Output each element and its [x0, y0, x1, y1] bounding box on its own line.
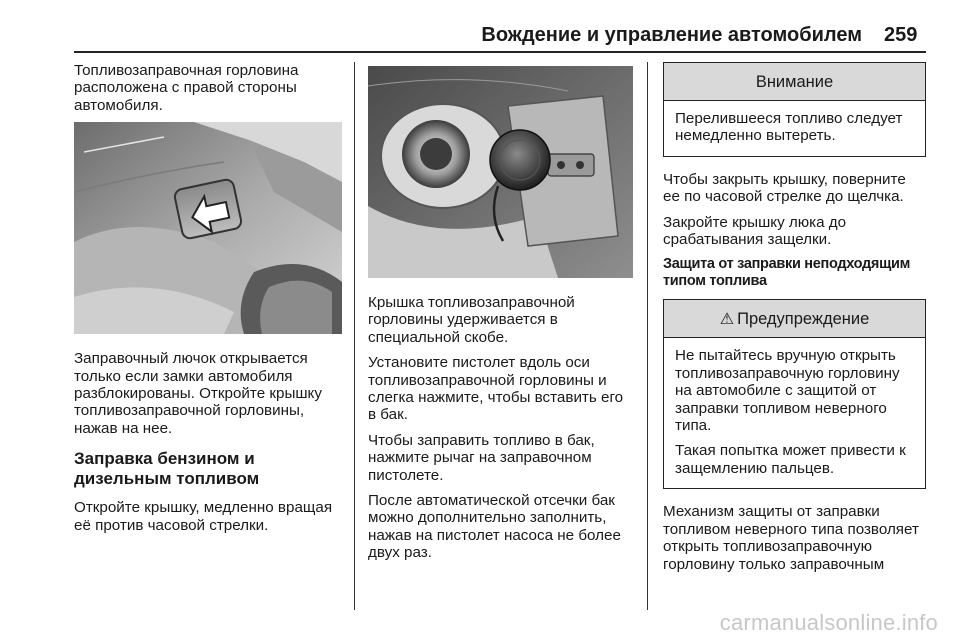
- warning-text-2: Такая попытка может привести к защемлению пальцев.: [675, 442, 906, 477]
- unlock-paragraph: Заправочный лючок открывается только если замки автомобиля разблокированы. Откройте крышку топливозаправочной горловины, нажав на нее.: [74, 350, 322, 437]
- warning-header: [664, 300, 925, 338]
- warning-text-1: Не пытайтесь вручную открыть топливозаправочную горловину на автомобиле с защитой от заправки топливом неверного типа.: [675, 347, 900, 435]
- column-divider-1: [354, 62, 355, 610]
- section-heading-misfuel: Защита от заправки неподходящим типом топлива: [663, 256, 911, 290]
- open-cap-paragraph: Откройте крышку, медленно вращая её против часовой стрелки.: [74, 499, 333, 534]
- fuel-door-arrow-icon: [74, 122, 342, 334]
- fuel-cap-bracket-icon: [368, 66, 633, 278]
- close-door-paragraph: Закройте крышку люка до срабатывания защелки.: [663, 213, 847, 249]
- top-up-paragraph: После автоматической отсечки бак можно дополнительно заполнить, нажав на пистолет насоса не более двух раз.: [368, 492, 621, 562]
- page-number: 259: [884, 24, 918, 46]
- column-middle: [368, 62, 633, 570]
- column-divider-2: [647, 62, 648, 610]
- notice-title: Внимание: [664, 63, 925, 101]
- fuel-door-figure: [74, 122, 342, 334]
- notice-box: [663, 62, 926, 157]
- warning-box: [663, 299, 926, 489]
- notice-text: Перелившееся топливо следует немедленно вытереть.: [675, 110, 903, 145]
- intro-paragraph: Топливозаправочная горловина расположена с правой стороны автомобиля.: [74, 62, 299, 114]
- section-heading-refuel: Заправка бензином и дизельным топливом: [74, 449, 260, 489]
- page-header-title: Вождение и управление автомобилем: [481, 24, 862, 46]
- press-lever-paragraph: Чтобы заправить топливо в бак, нажмите рычаг на заправочном пистолете.: [368, 431, 595, 484]
- warning-title: Предупреждение: [737, 310, 870, 329]
- column-left: [74, 62, 342, 542]
- watermark: carmanualsonline.info: [719, 610, 938, 635]
- close-cap-paragraph: Чтобы закрыть крышку, поверните ее по часовой стрелке до щелчка.: [663, 170, 906, 206]
- misfuel-paragraph: Механизм защиты от заправки топливом неверного типа позволяет открыть топливозаправочную горловину только заправочным: [663, 503, 919, 573]
- cap-holder-paragraph: Крышка топливозаправочной горловины удерживается в специальной скобе.: [368, 294, 575, 346]
- warning-triangle-icon: ⚠: [719, 311, 735, 329]
- fuel-cap-figure: [368, 66, 633, 278]
- column-right: [663, 62, 926, 581]
- insert-nozzle-paragraph: Установите пистолет вдоль оси топливозаправочной горловины и слегка нажмите, чтобы вставить его в бак.: [368, 354, 624, 424]
- header-rule: [74, 51, 926, 53]
